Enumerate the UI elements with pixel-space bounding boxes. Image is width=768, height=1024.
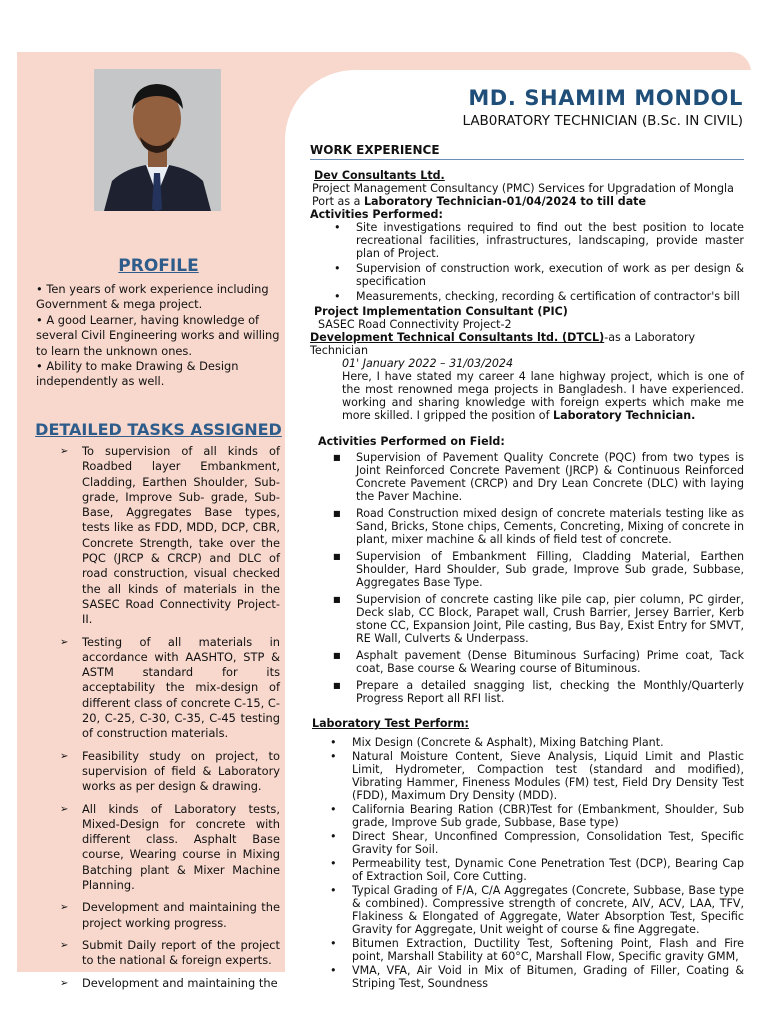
field-activities-label: Activities Performed on Field: (318, 435, 505, 448)
list-item: ■ Road Construction mixed design of concrete materials testing like as Sand, Bricks, Stone chips, Cements, Concreting, Mixing of concrete in plant, mixer machine & all kinds of field test of concrete. (333, 507, 744, 546)
list-item: ■ Prepare a detailed snagging list, checking the Monthly/Quarterly Progress Report all RFI list. (333, 679, 744, 705)
profile-item: • Ten years of work experience including Government & mega project. (36, 282, 269, 312)
list-item: ➢ To supervision of all kinds of Roadbed layer Embankment, Cladding, Earthen Shoulder, Sub-grade, Improve Sub- grade, Sub-Base, Aggregates Base types, tests like as FDD, MDD, DCP, CBR, Concrete Strength, take over the PQC (JRCP & CRCP) and DLC of road construction, visual checked the all kinds of materials in the SASEC Road Connectivity Project-II. (60, 444, 280, 627)
arrow-bullet-icon: ➢ (60, 902, 69, 914)
company2-line: Development Technical Consultants ltd. (DTCL)-as a Laboratory Technician (310, 331, 696, 357)
candidate-title: LAB0RATORY TECHNICIAN (B.Sc. IN CIVIL) (462, 113, 743, 129)
list-item: ■ Supervision of concrete casting like pile cap, pier column, PC girder, Deck slab, CC Block, Parapet wall, Crush Barrier, Jersey Barrier, Kerb stone CC, Expansion Joint, Pile casting, Bus Bay, Exist Entry for SMVT, RE Wall, Culverts & Underpass. (333, 593, 744, 645)
work-experience-section (310, 144, 744, 991)
list-item: ➢ Development and maintaining the project working progress. (60, 900, 280, 930)
profile-photo (94, 69, 221, 211)
list-item: • Permeability test, Dynamic Cone Penetration Test (DCP), Bearing Cap of Extraction Soil, Core Cutting. (330, 857, 744, 883)
job-description: Project Management Consultancy (PMC) Services for Upgradation of Mongla Port as a Laboratory Technician-01/04/2024 to till date (312, 182, 734, 208)
list-item: • California Bearing Ration (CBR)Test for (Embankment, Shoulder, Sub grade, Improve Sub grade, Subbase, Base type) (330, 803, 744, 829)
profile-heading: PROFILE (118, 256, 199, 276)
company-name: Dev Consultants Ltd. (314, 169, 445, 182)
pic-project: SASEC Road Connectivity Project-2 (318, 318, 512, 331)
lab-tests-label: Laboratory Test Perform: (312, 717, 469, 730)
career-summary: Here, I have stated my career 4 lane highway project, which is one of the most renowned mega projects in Bangladesh. I have experienced. working and sharing knowledge with foreign experts which make me more skilled. I gripped the position of Laboratory Technician. (342, 370, 744, 422)
work-experience-heading: WORK EXPERIENCE (310, 144, 744, 160)
list-item: ■ Supervision of Embankment Filling, Cladding Material, Earthen Shoulder, Hard Shoulder, Sub grade, Improve Sub grade, Subbase, Aggregates Base Type. (333, 550, 744, 589)
arrow-bullet-icon: ➢ (60, 750, 69, 762)
list-item: • Natural Moisture Content, Sieve Analysis, Liquid Limit and Plastic Limit, Hydrometer, Compaction test (standard and modified), Vibrating Hammer, Fineness Modules (FM) test, Field Dry Density Test (FDD), Maximum Dry Density (MDD). (330, 750, 744, 802)
activities-list (310, 221, 744, 303)
list-item: • Mix Design (Concrete & Asphalt), Mixing Batching Plant. (330, 736, 664, 749)
employment-period: 01' January 2022 – 31/03/2024 (342, 357, 514, 370)
pic-title: Project Implementation Consultant (PIC) (314, 305, 568, 318)
list-item: • Typical Grading of F/A, C/A Aggregates (Concrete, Subbase, Base type & combined). Compressive strength of concrete, AIV, ACV, LAA, TFV, Flakiness & Elongated of Aggregate, Water Absorption Test, Specific Gravity for Aggregate, Unit weight of course & fine Aggregate. (330, 884, 744, 936)
list-item: ➢ Development and maintaining the (60, 975, 278, 990)
field-activities-list (310, 451, 744, 705)
profile-text (36, 282, 280, 390)
list-item: ■ Supervision of Pavement Quality Concrete (PQC) from two types is Joint Reinforced Concrete Pavement (JRCP) & Continuous Reinforced Concrete Pavement (CRCP) and Dry Lean Concrete (DLC) with laying the Paver Machine. (333, 451, 744, 503)
lab-tests-list (310, 736, 744, 990)
list-item: • VMA, VFA, Air Void in Mix of Bitumen, Grading of Filler, Coating & Striping Test, Soundness (330, 964, 744, 990)
tasks-heading: DETAILED TASKS ASSIGNED (35, 420, 282, 439)
arrow-bullet-icon: ➢ (60, 977, 69, 989)
arrow-bullet-icon: ➢ (60, 939, 69, 951)
profile-item: • Ability to make Drawing & Design independently as well. (36, 359, 239, 389)
arrow-bullet-icon: ➢ (60, 446, 69, 457)
list-item: • Bitumen Extraction, Ductility Test, Softening Point, Flash and Fire point, Marshall Stability at 60°C, Marshall Flow, Specific gravity GMM, (330, 937, 744, 963)
list-item: ➢ All kinds of Laboratory tests, Mixed-Design for concrete with different class. Asphalt Base course, Wearing course in Mixing Batching plant & Mixer Machine Planning. (60, 801, 280, 893)
list-item: ➢ Testing of all materials in accordance with AASHTO, STP & ASTM standard for its acceptability the mix-design of different class of concrete C-15, C-20, C-25, C-30, C-35, C-45 testing of construction materials. (60, 634, 280, 741)
tasks-list (60, 444, 280, 998)
list-item: • Site investigations required to find out the best position to locate recreational facilities, infrastructures, landscaping, provide master plan of Project. (334, 221, 744, 260)
list-item: • Supervision of construction work, execution of work as per design & specification (334, 262, 744, 288)
activities-label: Activities Performed: (310, 208, 443, 221)
list-item: ■ Asphalt pavement (Dense Bituminous Surfacing) Prime coat, Tack coat, Base course & Wearing course of Bituminous. (333, 649, 744, 675)
profile-item: • A good Learner, having knowledge of several Civil Engineering works and willing to learn the unknown ones. (36, 312, 280, 358)
list-item: ➢ Feasibility study on project, to supervision of field & Laboratory works as per design & drawing. (60, 748, 280, 794)
list-item: • Direct Shear, Unconfined Compression, Consolidation Test, Specific Gravity for Soil. (330, 830, 744, 856)
candidate-name: MD. SHAMIM MONDOL (468, 86, 743, 110)
list-item: • Measurements, checking, recording & certification of contractor's bill (334, 290, 740, 303)
arrow-bullet-icon: ➢ (60, 803, 69, 815)
arrow-bullet-icon: ➢ (60, 636, 69, 648)
list-item: ➢ Submit Daily report of the project to the national & foreign experts. (60, 937, 280, 968)
